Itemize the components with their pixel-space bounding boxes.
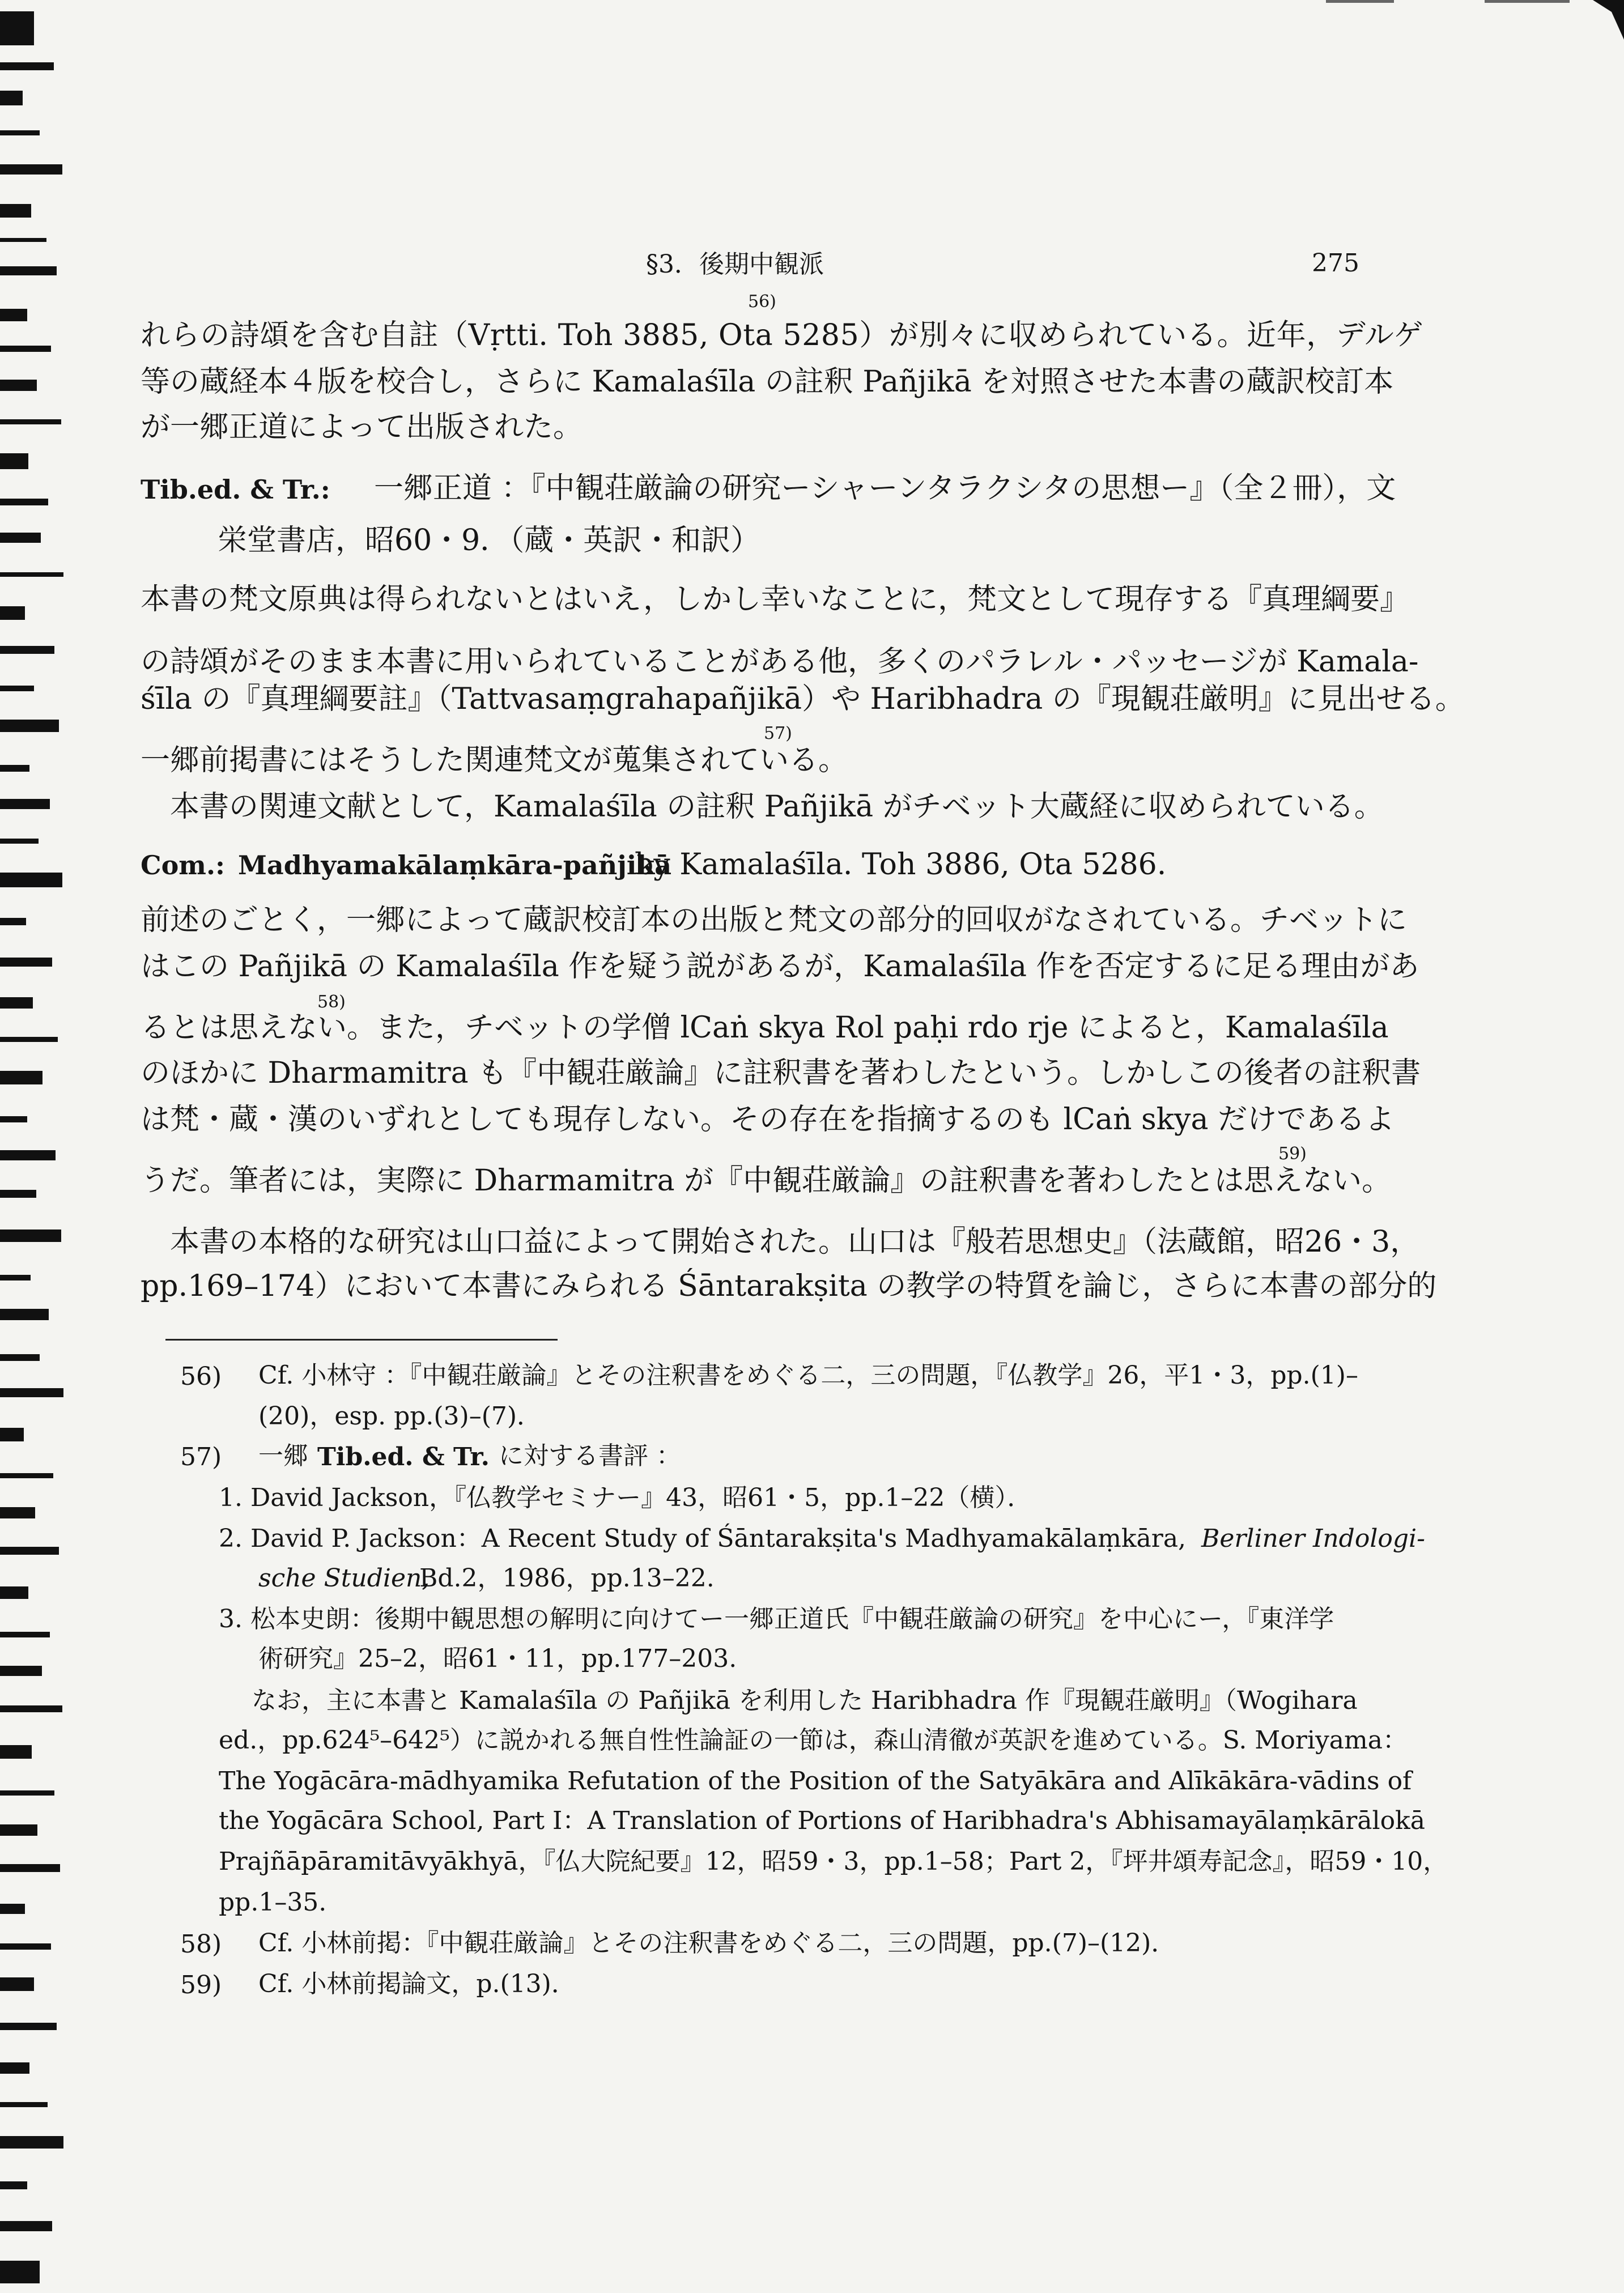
scanned-page-edge [0,0,68,2293]
scan-corner-mark [1593,0,1624,40]
superscript-56: 56) [748,292,776,312]
bib-entry: by Kamalaśīla. Toh 3886, Ota 5286. [635,848,1167,882]
bib-label-tibed: Tib.ed. & Tr.: [141,474,330,505]
footnote-text: Prajñāpāramitāvyākhyā，『仏大院紀要』12，昭59・3，pp.1–58；Part 2，『坪井頌寿記念』，昭59・10， [219,1847,1448,1876]
body-line: 本書の梵文原典は得られないとはいえ，しかし幸いなことに，梵文として現存する『真理綱要』 [141,582,1410,616]
superscript-58: 58) [317,992,346,1012]
footnote-text: (20)，esp. pp.(3)–(7)． [258,1402,542,1431]
footnote-item: 3. 松本史朗：後期中観思想の解明に向けてー一郷正道氏『中観荘厳論の研究』を中心にー，『東洋学 [219,1605,1334,1633]
body-line: のほかに Dharmamitra も『中観荘厳論』に註釈書を著わしたという。しかしこの後者の註釈書 [141,1056,1421,1090]
footnote-text: 一郷 [258,1441,308,1470]
footnote-item: 1. David Jackson，『仏教学セミナー』43，昭61・5，pp.1–22（横）． [219,1483,1032,1512]
body-line: 本書の関連文献として，Kamalaśīla の註釈 Pañjikā がチベット大蔵経に収められている。 [170,790,1384,824]
scan-top-mark [1485,0,1570,3]
body-line: pp.169–174）において本書にみられる Śāntarakṣita の教学の特質を論じ，さらに本書の部分的 [141,1269,1437,1303]
footnote-text: なお，主に本書と Kamalaśīla の Pañjikā を利用した Haribhadra 作『現観荘厳明』（Wogihara [252,1686,1358,1715]
page-number: 275 [1312,249,1359,278]
footnote-text: pp.1–35. [219,1888,327,1917]
footnote-text: 術研究』25–2，昭61・11，pp.177–203. [258,1644,737,1673]
footnote-text: ed.，pp.624⁵–642⁵）に説かれる無自性性論証の一節は，森山清徹が英訳を進めている。S. Moriyama： [219,1726,1408,1755]
body-line: 本書の本格的な研究は山口益によって開始された。山口は『般若思想史』（法蔵館，昭26・3， [170,1225,1420,1259]
footnote-text: Bd.2，1986，pp.13–22. [419,1564,715,1593]
footnote-number: 56) [180,1362,222,1391]
body-line: の詩頌がそのまま本書に用いられていることがある他，多くのパラレル・パッセージが Kamala- [141,645,1419,679]
footnote-text: Cf. 小林守 ：『中観荘厳論』とその注釈書をめぐる二，三の問題，『仏教学』26，平1・3，pp.(1)– [258,1361,1358,1390]
footnote-text: The Yogācāra-mādhyamika Refutation of the Position of the Satyākāra and Alīkākāra-vādins of [219,1767,1412,1796]
body-line: 等の蔵経本４版を校合し，さらに Kamalaśīla の註釈 Pañjikā を対照させた本書の蔵訳校訂本 [141,365,1394,399]
superscript-59: 59) [1278,1144,1307,1164]
footnote-rule [165,1339,558,1341]
bib-title: Madhyamakālaṃkāra-pañjikā [238,850,671,880]
body-line: śīla の『真理綱要註』（Tattvasaṃgrahapañjikā）や Haribhadra の『現観荘厳明』に見出せる。 [141,682,1465,716]
scan-top-mark [1326,0,1394,3]
body-line: はこの Pañjikā の Kamalaśīla 作を疑う説があるが，Kamalaśīla 作を否定するに足る理由があ [141,950,1419,984]
body-line: 一郷前掲書にはそうした関連梵文が蒐集されている。 [141,743,848,777]
footnote-italic: Berliner Indologi- [1201,1524,1425,1553]
footnote-text: the Yogācāra School, Part Ⅰ：A Translation of Portions of Haribhadra's Abhisamayālaṃkārālokā [219,1806,1425,1835]
footnote-number: 58) [180,1930,222,1959]
running-header: §3．後期中観派 [646,250,824,279]
footnote-text: Cf. 小林前掲論文，p.(13)． [258,1969,576,1998]
bib-label-com: Com.: [141,850,225,880]
footnote-text: Cf. 小林前掲：『中観荘厳論』とその注釈書をめぐる二，三の問題，pp.(7)–(12)． [258,1929,1176,1958]
footnote-bold: Tib.ed. & Tr. [317,1443,490,1471]
footnote-number: 59) [180,1971,222,2000]
body-line: うだ。筆者には，実際に Dharmamitra が『中観荘厳論』の註釈書を著わしたとは思えない。 [141,1164,1392,1198]
superscript-57: 57) [764,724,792,743]
footnote-item: 2. David P. Jackson：A Recent Study of Śāntarakṣita's Madhyamakālaṃkāra, [219,1524,1187,1553]
footnote-italic: sche Studien, [258,1564,430,1593]
body-line: れらの詩頌を含む自註（Vṛtti. Toh 3885, Ota 5285）が別々に収められている。近年，デルゲ [141,318,1424,352]
body-line: が一郷正道によって出版された。 [141,410,583,444]
footnote-number: 57) [180,1443,222,1471]
body-line: るとは思えない。また，チベットの学僧 lCaṅ skya Rol paḥi rdo rje によると，Kamalaśīla [141,1011,1389,1045]
bib-entry: 栄堂書店，昭60・9．（蔵・英訳・和訳） [218,524,760,558]
body-line: は梵・蔵・漢のいずれとしても現存しない。その存在を指摘するのも lCaṅ skya だけであるよ [141,1103,1395,1137]
bib-entry: 一郷正道 ：『中観荘厳論の研究ーシャーンタラクシタの思想ー』（全２冊），文 [374,471,1396,505]
body-line: 前述のごとく，一郷によって蔵訳校訂本の出版と梵文の部分的回収がなされている。チベットに [141,903,1407,937]
footnote-text: に対する書評 ： [499,1441,681,1470]
